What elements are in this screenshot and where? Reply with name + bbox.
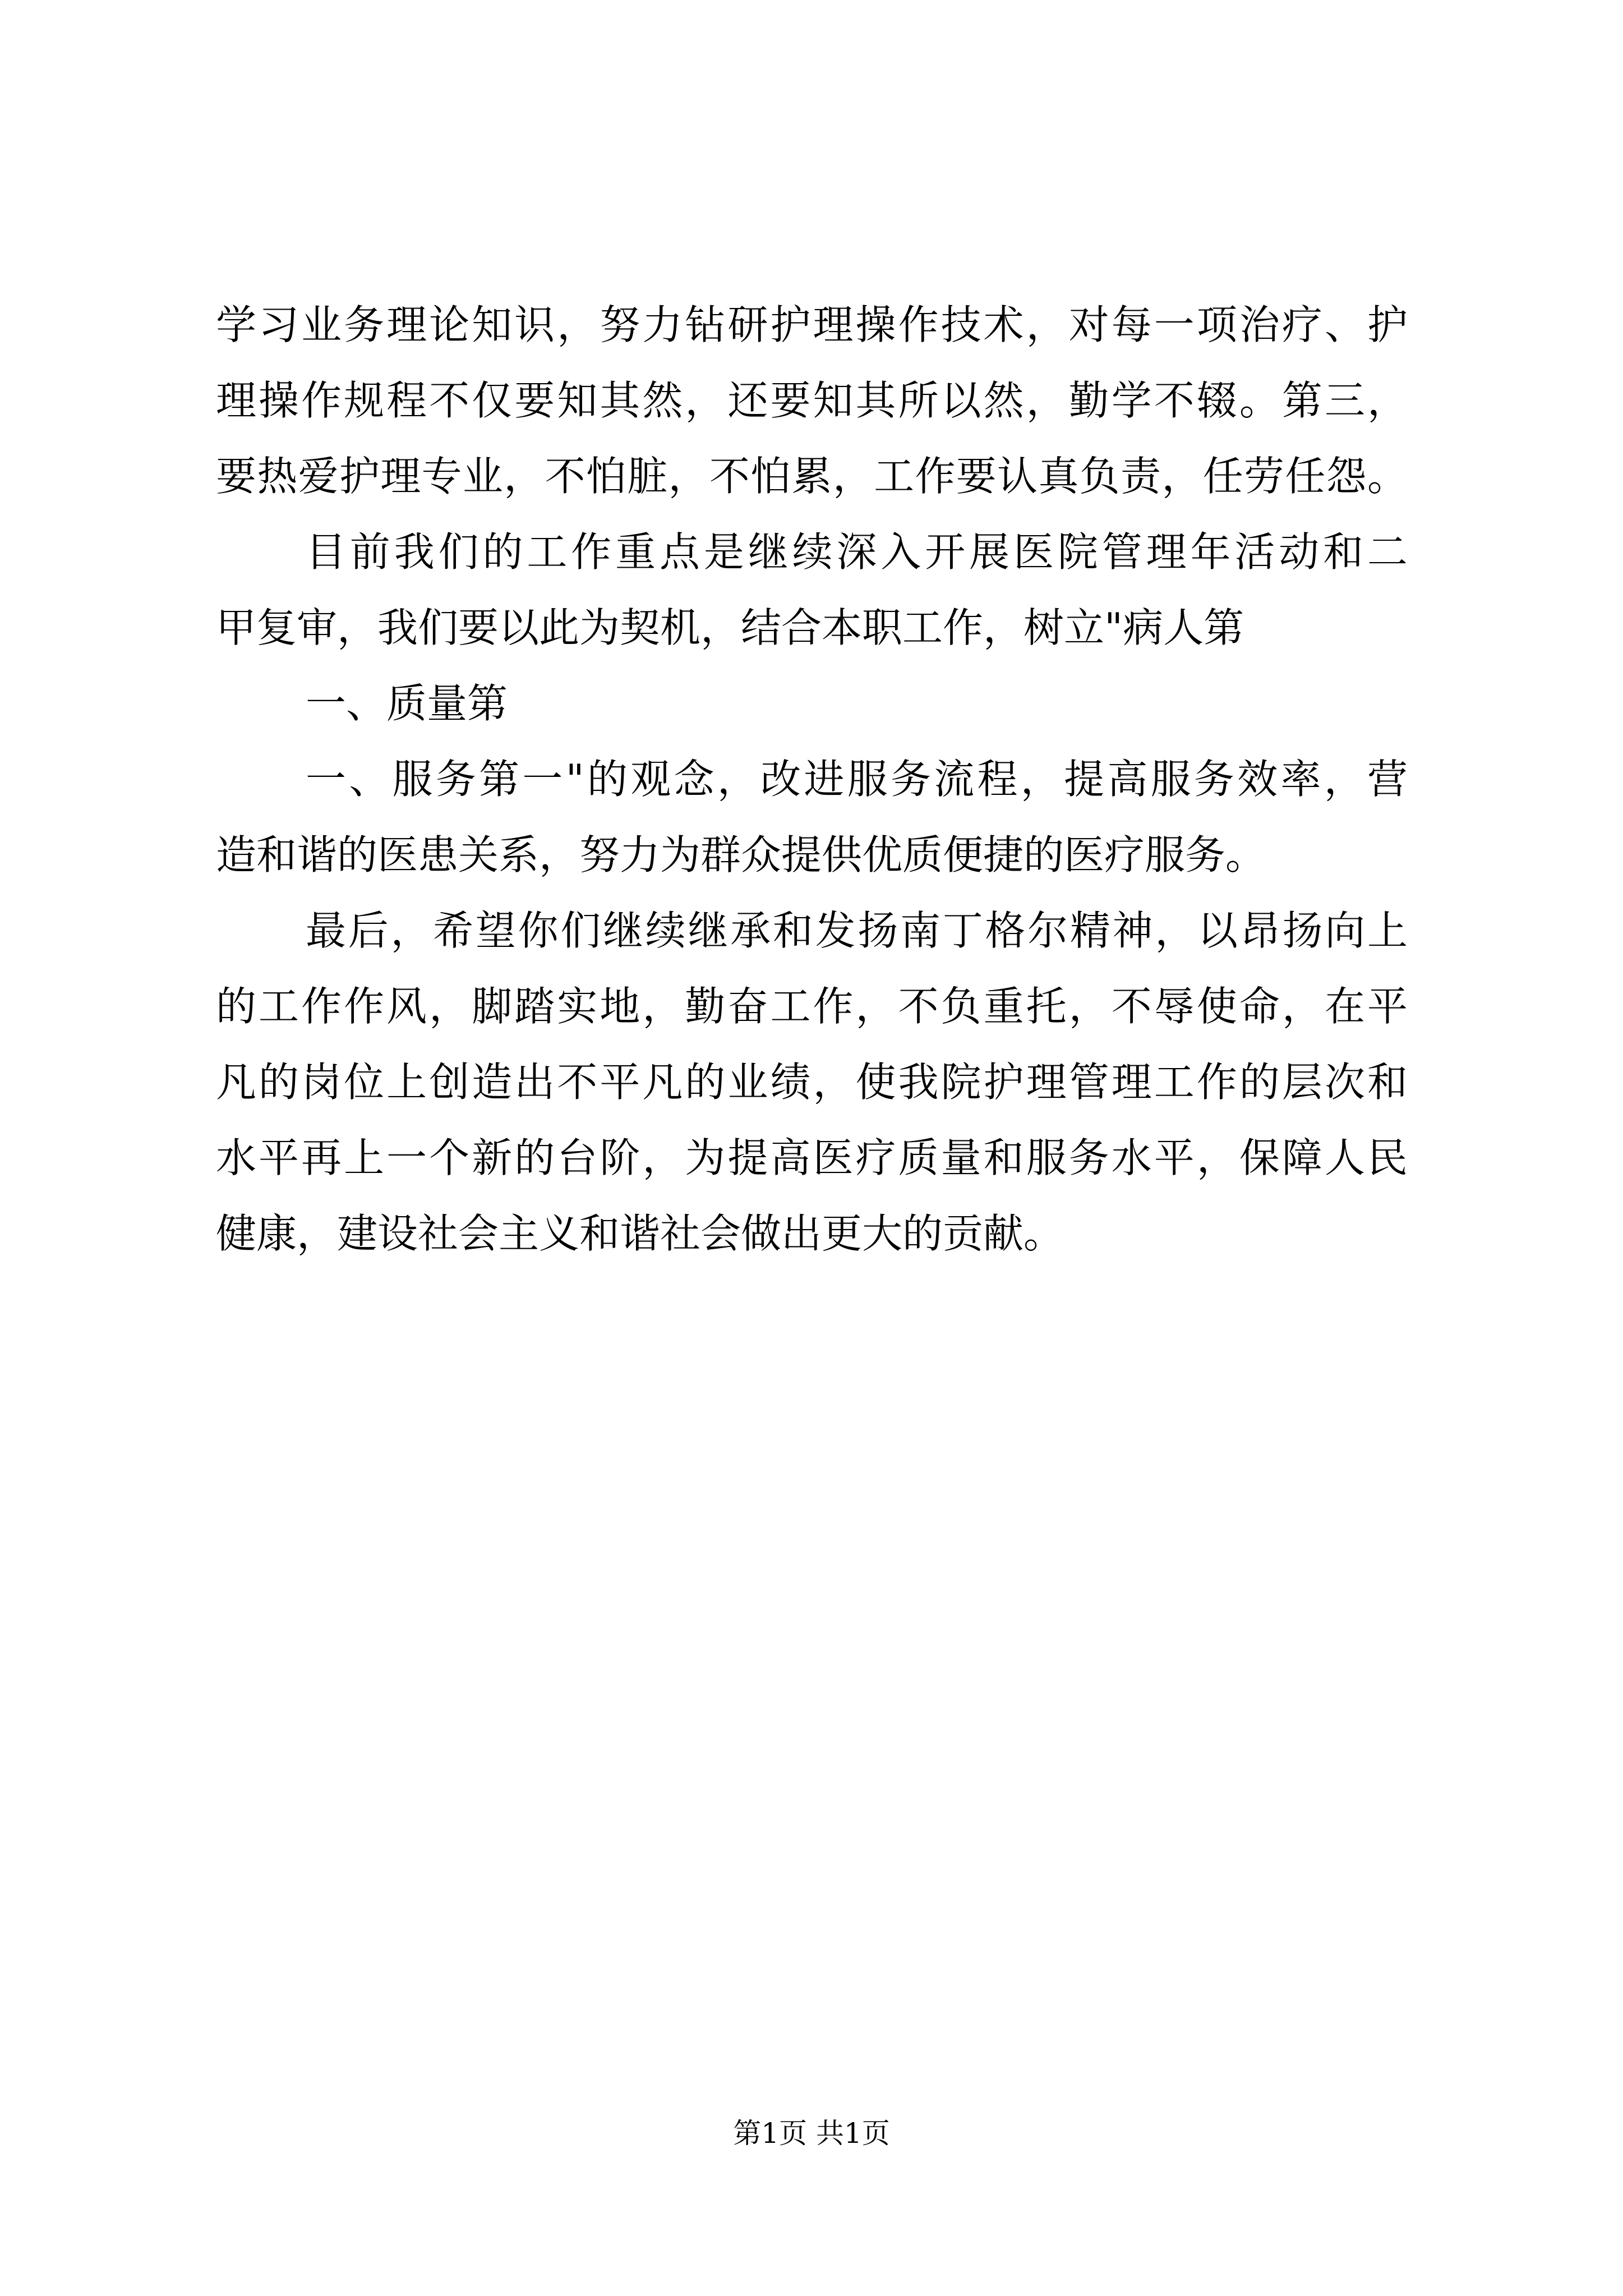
text-line-11: 凡的岗位上创造出不平凡的业绩，使我院护理管理工作的层次和 [216, 1059, 1408, 1106]
text-line-5: 甲复审，我们要以此为契机，结合本职工作，树立"病人第 [216, 604, 1244, 651]
text-line-12: 水平再上一个新的台阶，为提高医疗质量和服务水平，保障人民 [216, 1134, 1408, 1181]
text-line-8: 造和谐的医患关系，努力为群众提供优质便捷的医疗服务。 [216, 831, 1266, 878]
paragraph-start-line: 最后，希望你们继续继承和发扬南丁格尔精神，以昂扬向上 [306, 907, 1408, 954]
page-number-footer: 第1页 共1页 [733, 2117, 890, 2150]
document-body [216, 287, 1408, 1272]
paragraph-start-line: 一、服务第一"的观念，改进服务流程，提高服务效率，营 [306, 756, 1408, 803]
text-line-3: 要热爱护理专业，不怕脏，不怕累，工作要认真负责，任劳任怨。 [216, 453, 1408, 500]
text-line-2: 理操作规程不仅要知其然，还要知其所以然，勤学不辍。第三， [216, 377, 1408, 424]
text-line-1: 学习业务理论知识，努力钻研护理操作技术，对每一项治疗、护 [216, 301, 1408, 348]
paragraph-start-line: 目前我们的工作重点是继续深入开展医院管理年活动和二 [306, 528, 1408, 576]
text-line-10: 的工作作风，脚踏实地，勤奋工作，不负重托，不辱使命，在平 [216, 983, 1408, 1030]
text-line-13: 健康，建设社会主义和谐社会做出更大的贡献。 [216, 1210, 1064, 1257]
paragraph-start-line: 一、质量第 [306, 680, 508, 727]
